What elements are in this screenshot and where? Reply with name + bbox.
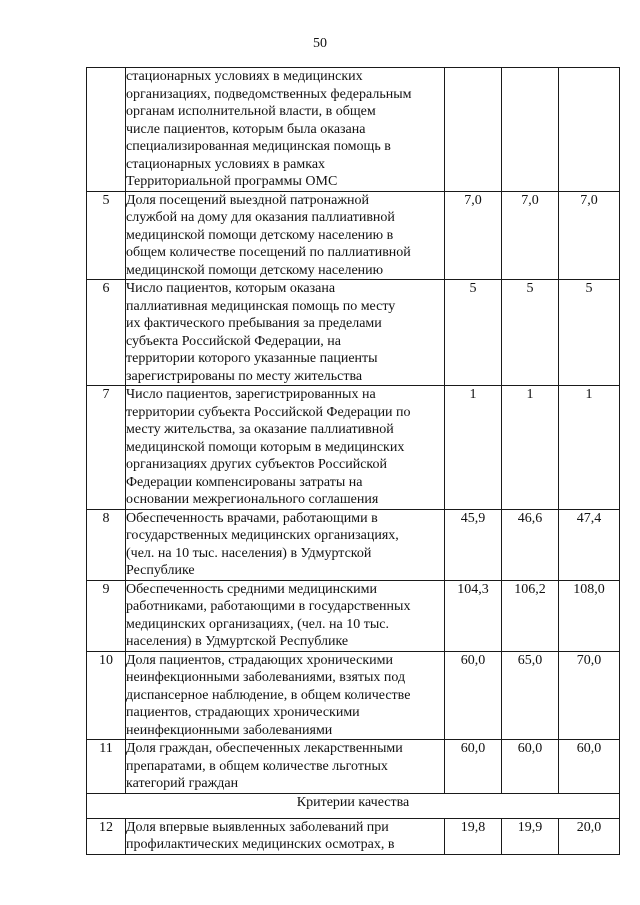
value-cell-year-1: [445, 740, 502, 794]
value-text: 104,3: [457, 581, 489, 597]
description-line: (чел. на 10 тыс. населения) в Удмуртской: [126, 545, 372, 561]
description-line: Территориальной программы ОМС: [126, 174, 338, 189]
row-number: 12: [87, 818, 126, 854]
value-text: 60,0: [576, 741, 602, 756]
value-text: 1: [469, 387, 477, 402]
description-line: Доля пациентов, страдающих хроническими: [126, 652, 393, 668]
row-number: 7: [87, 386, 126, 510]
value-text: 70,0: [576, 652, 602, 668]
table-row: [87, 191, 620, 280]
page-number: 50: [313, 36, 327, 51]
value-cell-year-1: [445, 386, 502, 510]
value-cell-year-3: [559, 740, 620, 794]
value-text: 19,8: [460, 819, 486, 835]
value-cell-year-1: [445, 651, 502, 740]
description-line: Число пациентов, зарегистрированных на: [126, 387, 376, 402]
description-line: числе пациентов, которым была оказана: [126, 121, 366, 137]
description-line: общем количестве посещений по паллиативной: [126, 245, 411, 260]
value-text: 108,0: [573, 581, 605, 597]
value-cell-year-1: [445, 818, 502, 854]
description-line: пациентов, страдающих хроническими: [126, 705, 360, 720]
description-line: организациях, подведомственных федеральным: [126, 86, 412, 102]
value-cell-year-2: [502, 818, 559, 854]
description-line: месту жительства, за оказание паллиативной: [126, 422, 394, 437]
description-line: Доля впервые выявленных заболеваний при: [126, 819, 389, 835]
description-line: медицинской помощи которым в медицинских: [126, 439, 405, 455]
row-number: 5: [87, 191, 126, 280]
description-line: основании межрегионального соглашения: [126, 492, 379, 507]
description-line: профилактических медицинских осмотрах, в: [126, 837, 395, 852]
indicator-description: [126, 68, 445, 192]
value-text: 45,9: [460, 510, 486, 526]
description-line: Число пациентов, которым оказана: [126, 281, 336, 296]
value-cell-year-2: [502, 509, 559, 580]
row-number: 6: [87, 280, 126, 386]
value-text: 19,9: [517, 819, 543, 835]
value-cell-year-1: [445, 580, 502, 651]
description-line: субъекта Российской Федерации, на: [126, 333, 342, 349]
value-text: 60,0: [460, 741, 486, 756]
indicators-table: [86, 67, 620, 855]
description-line: Обеспеченность врачами, работающими в: [126, 510, 378, 526]
indicator-description: [126, 509, 445, 580]
value-cell-year-1: [445, 191, 502, 280]
description-line: государственных медицинских организациях,: [126, 528, 399, 543]
value-cell-year-2: [502, 386, 559, 510]
table-row: [87, 509, 620, 580]
description-line: Доля посещений выездной патронажной: [126, 192, 369, 208]
value-text: 46,6: [517, 510, 543, 526]
value-cell-year-3: [559, 651, 620, 740]
description-line: организациях других субъектов Российской: [126, 457, 388, 472]
description-line: Обеспеченность средними медицинскими: [126, 581, 378, 597]
indicator-description: [126, 818, 445, 854]
description-line: территории которого указанные пациенты: [126, 351, 378, 366]
value-cell-year-2: [502, 191, 559, 280]
table-row: [87, 740, 620, 794]
value-cell-year-3: [559, 280, 620, 386]
value-cell-year-2: [502, 580, 559, 651]
table-row: [87, 580, 620, 651]
description-line: медицинской помощи детскому населению в: [126, 227, 394, 243]
indicator-description: [126, 740, 445, 794]
indicator-description: [126, 191, 445, 280]
row-number: 11: [87, 740, 126, 794]
value-text: 1: [585, 387, 593, 402]
section-title: Критерии качества: [87, 793, 620, 818]
indicator-description: [126, 386, 445, 510]
description-line: службой на дому для оказания паллиативной: [126, 210, 395, 225]
description-line: препаратами, в общем количестве льготных: [126, 758, 388, 774]
value-text: 65,0: [517, 652, 543, 668]
table-row: [87, 386, 620, 510]
description-line: стационарных условиях в рамках: [126, 156, 326, 172]
table-row: [87, 818, 620, 854]
description-line: Федерации компенсированы затраты на: [126, 474, 363, 490]
table-body: [87, 68, 620, 855]
description-line: территории субъекта Российской Федерации по: [126, 404, 411, 420]
indicator-description: [126, 280, 445, 386]
description-line: Доля граждан, обеспеченных лекарственными: [126, 741, 403, 756]
description-line: категорий граждан: [126, 776, 239, 791]
description-line: органам исполнительной власти, в общем: [126, 104, 376, 119]
value-text: 106,2: [514, 581, 546, 597]
section-header-row: [87, 793, 620, 818]
value-cell-year-3: [559, 68, 620, 192]
value-text: 60,0: [460, 652, 486, 668]
description-line: медицинской помощи детскому населению: [126, 262, 384, 278]
value-text: 7,0: [580, 192, 598, 208]
description-line: зарегистрированы по месту жительства: [126, 368, 363, 384]
value-text: 7,0: [521, 192, 539, 208]
value-text: 5: [526, 281, 534, 296]
description-line: неинфекционными заболеваниями, взятых под: [126, 670, 406, 685]
description-line: работниками, работающими в государственных: [126, 599, 411, 614]
value-cell-year-3: [559, 386, 620, 510]
value-cell-year-2: [502, 68, 559, 192]
value-cell-year-2: [502, 740, 559, 794]
row-number: 9: [87, 580, 126, 651]
description-line: паллиативная медицинская помощь по месту: [126, 298, 396, 314]
row-number: 8: [87, 509, 126, 580]
value-cell-year-1: [445, 68, 502, 192]
table-row: [87, 280, 620, 386]
description-line: населения) в Удмуртской Республике: [126, 634, 349, 649]
table-row: [87, 651, 620, 740]
description-line: стационарных условиях в медицинских: [126, 69, 363, 84]
value-text: 5: [469, 281, 477, 296]
value-cell-year-3: [559, 818, 620, 854]
description-line: диспансерное наблюдение, в общем количестве: [126, 687, 411, 703]
description-line: неинфекционными заболеваниями: [126, 722, 333, 738]
value-text: 20,0: [576, 819, 602, 835]
value-cell-year-3: [559, 580, 620, 651]
row-number: 10: [87, 651, 126, 740]
value-cell-year-2: [502, 280, 559, 386]
table-row: [87, 68, 620, 192]
value-text: 7,0: [464, 192, 482, 208]
indicator-description: [126, 651, 445, 740]
value-cell-year-1: [445, 280, 502, 386]
indicator-description: [126, 580, 445, 651]
value-text: 1: [526, 387, 534, 402]
value-text: 60,0: [517, 741, 543, 756]
value-cell-year-3: [559, 191, 620, 280]
row-number: [87, 68, 126, 192]
value-cell-year-2: [502, 651, 559, 740]
description-line: медицинских организациях, (чел. на 10 тыс.: [126, 616, 389, 632]
value-cell-year-3: [559, 509, 620, 580]
description-line: специализированная медицинская помощь в: [126, 139, 391, 154]
description-line: их фактического пребывания за пределами: [126, 316, 382, 331]
value-text: 5: [585, 281, 593, 296]
value-cell-year-1: [445, 509, 502, 580]
description-line: Республике: [126, 563, 195, 578]
value-text: 47,4: [576, 510, 602, 526]
